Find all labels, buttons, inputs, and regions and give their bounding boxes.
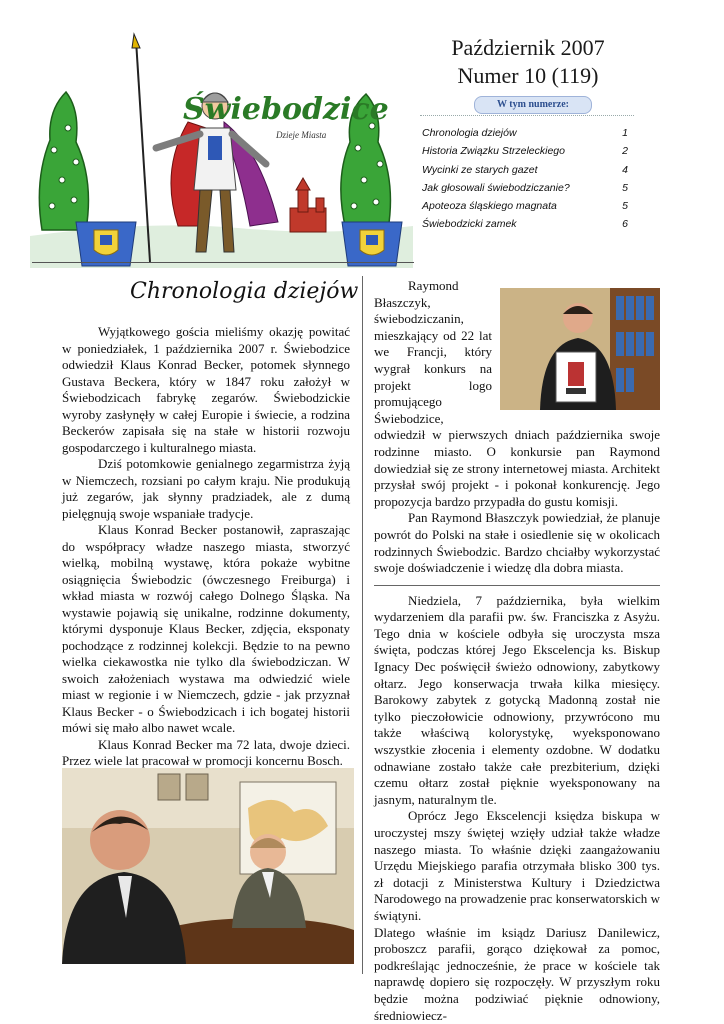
blaszczyk-photo <box>500 288 660 410</box>
paragraph: Klaus Konrad Becker ma 72 lata, dwoje dzieci. Przez wiele lat pracował w promocji koncernu Bosch. <box>62 736 350 768</box>
masthead-logo <box>28 30 413 268</box>
issue-date: Październik 2007 <box>451 35 605 60</box>
logo-subtitle: Dzieje Miasta <box>276 130 327 140</box>
toc-item-page: 4 <box>622 163 628 176</box>
toc-item-title: Jak głosowali świebodziczanie? <box>422 181 570 194</box>
toc-item-title: Świebodzicki zamek <box>422 218 517 231</box>
toc-item-page: 2 <box>622 145 628 158</box>
toc-item-page: 6 <box>622 218 628 231</box>
paragraph: Dziś potomkowie genialnego zegarmistrza żyją w Niemczech, rozsiani po całym kraju. Nie produkują już zegarów, jak słynny pradziadek, ale z dumą pielęgnują swoje wspaniałe tradycje. <box>62 456 350 521</box>
toc-item[interactable] <box>422 197 628 215</box>
toc-item-title: Apoteoza śląskiego magnata <box>422 200 557 213</box>
section-divider <box>374 585 660 586</box>
toc-item[interactable] <box>422 161 628 179</box>
toc-item-page: 5 <box>622 181 628 194</box>
paragraph: Wyjątkowego gościa mieliśmy okazję powitać w poniedziałek, 1 października 2007 r. Świebodzice odwiedził Klaus Konrad Becker, potomek słynnego Gustava Beckera, który w 1847 roku założył w Świebodzicach fabrykę zegarów. Świebodzickie wyroby zasłynęły w całej Europie i świecie, a rodzina Beckerów zapisała się na stałe w historii rozwoju gospodarczego i kulturalnego miasta. <box>62 324 350 455</box>
toc-divider <box>420 115 634 116</box>
article-title: Chronologia dziejów <box>130 279 359 304</box>
issue-number: Numer 10 (119) <box>457 63 599 88</box>
paragraph: Klaus Konrad Becker postanowił, zapraszając do współpracy władze naszego miasta, stworzyć wielką, mobilną wystawę, która pokaże wybitne osiągnięcia Świebodzic (ówczesnego Freiburga) i wkład miasta w rozwój całego Dolnego Śląska. Na wystawie pojawią się unikalne, rodzinne dokumenty, którymi dysponuje Klaus Becker, zdjęcia, eksponaty pochodzące z rodzinnej kolekcji. Będzie to na pewno wielka ciekawostka nie tylko dla świebodziczan. W swoich założeniach wystawa ma odwiedzić wiele miast w regionie i w Niemczech, gdzie - jak przyznał Klaus Becker - o Świebodzicach i ich bogatej historii mówi się mało albo nawet wcale. <box>62 522 350 735</box>
column-divider <box>362 276 363 974</box>
toc-item-title: Historia Związku Strzeleckiego <box>422 145 565 158</box>
toc-item[interactable] <box>422 215 628 233</box>
paragraph: Pan Raymond Błaszczyk powiedział, że planuje powrót do Polski na stałe i osiedlenie się w okolicach rodzinnych Świebodzic. Bardzo chciałby wykorzystać swoje doświadczenie i wiedzę dla dobra miasta. <box>374 510 660 576</box>
right-column <box>374 278 660 1024</box>
toc-item-title: Wycinki ze starych gazet <box>422 163 538 176</box>
logo-title: Świebodzice <box>183 92 389 127</box>
becker-meeting-photo <box>62 768 354 964</box>
left-column <box>62 324 350 770</box>
issue-info <box>422 34 634 90</box>
toc-heading: W tym numerze: <box>474 96 592 114</box>
toc-item-page: 5 <box>622 200 628 213</box>
toc-item[interactable] <box>422 179 628 197</box>
toc-item-page: 1 <box>622 127 628 139</box>
paragraph: Raymond Błaszczyk, świebodziczanin, mieszkający od 22 lat we Francji, który wygrał konkurs na projekt logo promującego Świebodzice, odwiedził w pierwszych dniach października swoje rodzinne miasto. O konkursie pan Raymond dowiedział się ze strony internetowej miasta. Architekt przysłał swój projekt - i pokonał konkurencję. Jego propozycja bardzo przypadła do gustu komisji. <box>374 278 660 509</box>
paragraph: Niedziela, 7 października, była wielkim wydarzeniem dla parafii pw. św. Franciszka z Asyżu. Tego dnia w kościele odbyła się uroczysta msza święta, podczas której Jego Ekscelencja ks. Biskup Ignacy Dec poświęcił świeżo odnowiony, zabytkowy ołtarz. Jego konserwacja trwała kilka miesięcy. Barokowy zabytek z gotycką Madonną został nie tylko pieczołowicie odnowiony, przywrócono mu także właściwą kolorystykę, wyeksponowano wszystkie złocenia i elementy ozdobne. W dodatku odnawiane zostało także całe prezbiterium, dzięki czemu ołtarz został pięknie wyeksponowany na jasnym, naturalnym tle. <box>374 592 660 807</box>
toc-item[interactable] <box>422 142 628 160</box>
paragraph: Oprócz Jego Ekscelencji księdza biskupa w uroczystej mszy świętej wzięły udział także władze naszego miasta. To właśnie dzięki zaangażowaniu Urzędu Miejskiego parafia otrzymała blisko 300 tys. zł dotacji z Ministerstwa Kultury i Dziedzictwa Narodowego na prowadzenie prac konserwatorskich w świątyni. <box>374 808 660 923</box>
knight-illustration <box>28 30 413 268</box>
header-divider <box>32 262 414 263</box>
paragraph: Dlatego właśnie im ksiądz Dariusz Danilewicz, proboszcz parafii, gorąco dziękował za pomoc, podkreślając jednocześnie, że prace w kościele tak naprawdę dopiero się rozpoczęły. W przyszłym roku będzie można podziwiać pięknie odnowiony, średniowiecz- <box>374 924 660 1023</box>
table-of-contents <box>422 124 628 234</box>
toc-item-title: Chronologia dziejów <box>422 127 517 139</box>
toc-item[interactable] <box>422 124 628 142</box>
